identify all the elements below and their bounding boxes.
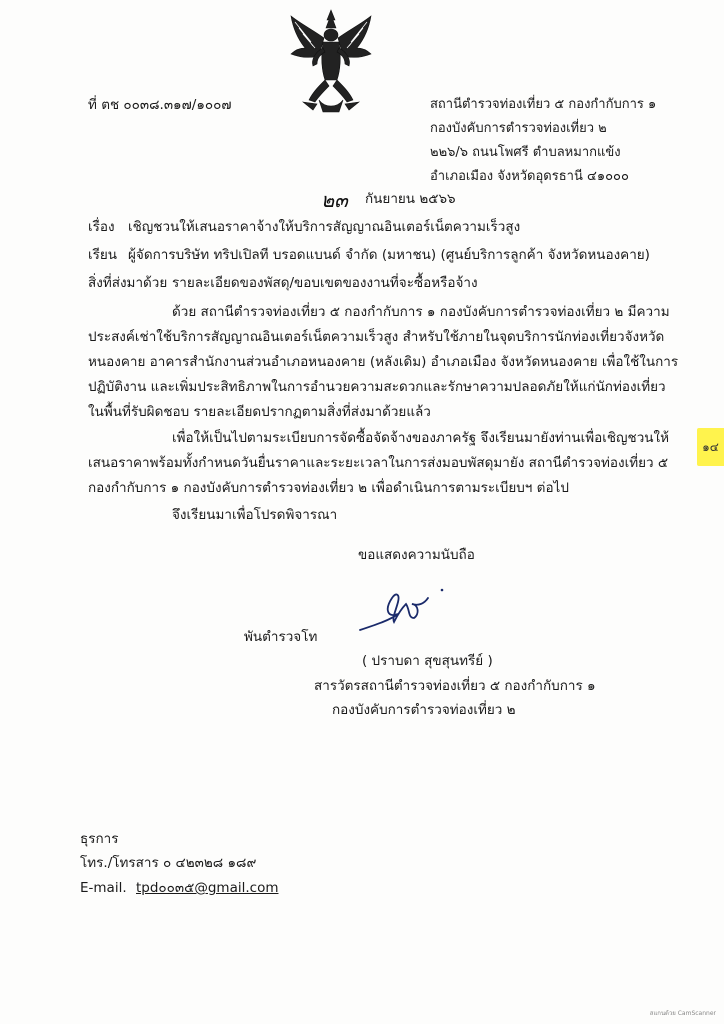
subject-label: เรื่อง bbox=[88, 219, 115, 235]
paragraph-line: ในพื้นที่รับผิดชอบ รายละเอียดปรากฏตามสิ่งที่ส่งมาด้วยแล้ว bbox=[88, 404, 431, 420]
sender-address-line: กองบังคับการตำรวจท่องเที่ยว ๒ bbox=[430, 121, 607, 136]
paragraph-line: หนองคาย อาคารสำนักงานส่วนอำเภอหนองคาย (หลังเดิม) อำเภอเมือง จังหวัดหนองคาย เพื่อใช้ในการ bbox=[88, 354, 679, 370]
sender-address-line: ๒๒๖/๖ ถนนโพศรี ตำบลหมากแข้ง bbox=[430, 145, 621, 160]
footer-email-link[interactable]: tpd๐๐๓๕@gmail.com bbox=[136, 880, 279, 896]
date-month-year: กันยายน ๒๕๖๖ bbox=[365, 191, 456, 207]
enclosure-text: รายละเอียดของพัสดุ/ขอบเขตของงานที่จะซื้อหรือจ้าง bbox=[172, 275, 478, 291]
closing-salutation: ขอแสดงความนับถือ bbox=[358, 547, 475, 563]
recipient-text: ผู้จัดการบริษัท ทริปเปิลที บรอดแบนด์ จำกัด (มหาชน) (ศูนย์บริการลูกค้า จังหวัดหนองคาย) bbox=[128, 247, 650, 263]
signer-name: ( ปราบดา สุขสุนทรีย์ ) bbox=[362, 653, 493, 669]
footer-department: ธุรการ bbox=[80, 831, 119, 847]
sender-address-line: สถานีตำรวจท่องเที่ยว ๕ กองกำกับการ ๑ bbox=[430, 97, 657, 112]
handwritten-signature bbox=[358, 584, 450, 640]
date-day-handwritten: ๒๓ bbox=[321, 188, 348, 212]
footer-phone: โทร./โทรสาร ๐ ๔๒๓๒๘ ๑๘๙ bbox=[80, 855, 257, 871]
paragraph-line: ด้วย สถานีตำรวจท่องเที่ยว ๕ กองกำกับการ ๑ กองบังคับการตำรวจท่องเที่ยว ๒ มีความ bbox=[172, 304, 670, 320]
closing-request: จึงเรียนมาเพื่อโปรดพิจารณา bbox=[172, 507, 338, 523]
recipient-label: เรียน bbox=[88, 247, 118, 263]
signer-rank: พันตำรวจโท bbox=[244, 629, 318, 645]
enclosure-label: สิ่งที่ส่งมาด้วย bbox=[88, 275, 168, 291]
document-number: ที่ ตช ๐๐๓๘.๓๑๗/๑๐๐๗ bbox=[88, 97, 232, 113]
paragraph-line: ปฏิบัติงาน และเพิ่มประสิทธิภาพในการอำนวยความสะดวกและรักษาความปลอดภัยให้แก่นักท่องเที่ยว bbox=[88, 379, 666, 395]
side-tab-marker: ๑๔ bbox=[697, 428, 724, 466]
garuda-emblem-icon bbox=[283, 8, 379, 116]
signer-position: กองบังคับการตำรวจท่องเที่ยว ๒ bbox=[332, 702, 516, 718]
paragraph-line: กองกำกับการ ๑ กองบังคับการตำรวจท่องเที่ยว ๒ เพื่อดำเนินการตามระเบียบฯ ต่อไป bbox=[88, 480, 569, 496]
scanner-note: สแกนด้วย CamScanner bbox=[649, 1010, 716, 1017]
sender-address-line: อำเภอเมือง จังหวัดอุดรธานี ๔๑๐๐๐ bbox=[430, 169, 629, 184]
paragraph-line: เพื่อให้เป็นไปตามระเบียบการจัดซื้อจัดจ้างของภาครัฐ จึงเรียนมายังท่านเพื่อเชิญชวนให้ bbox=[172, 430, 669, 446]
subject-text: เชิญชวนให้เสนอราคาจ้างให้บริการสัญญาณอินเตอร์เน็ตความเร็วสูง bbox=[128, 219, 521, 235]
paragraph-line: เสนอราคาพร้อมทั้งกำหนดวันยื่นราคาและระยะเวลาในการส่งมอบพัสดุมายัง สถานีตำรวจท่องเที่ยว ๕ bbox=[88, 455, 669, 471]
paragraph-line: ประสงค์เช่าใช้บริการสัญญาณอินเตอร์เน็ตความเร็วสูง สำหรับใช้ภายในจุดบริการนักท่องเที่ยวจังหวัด bbox=[88, 329, 665, 345]
signer-position: สารวัตรสถานีตำรวจท่องเที่ยว ๕ กองกำกับการ ๑ bbox=[314, 678, 596, 694]
footer-email-label: E-mail. bbox=[80, 880, 127, 896]
